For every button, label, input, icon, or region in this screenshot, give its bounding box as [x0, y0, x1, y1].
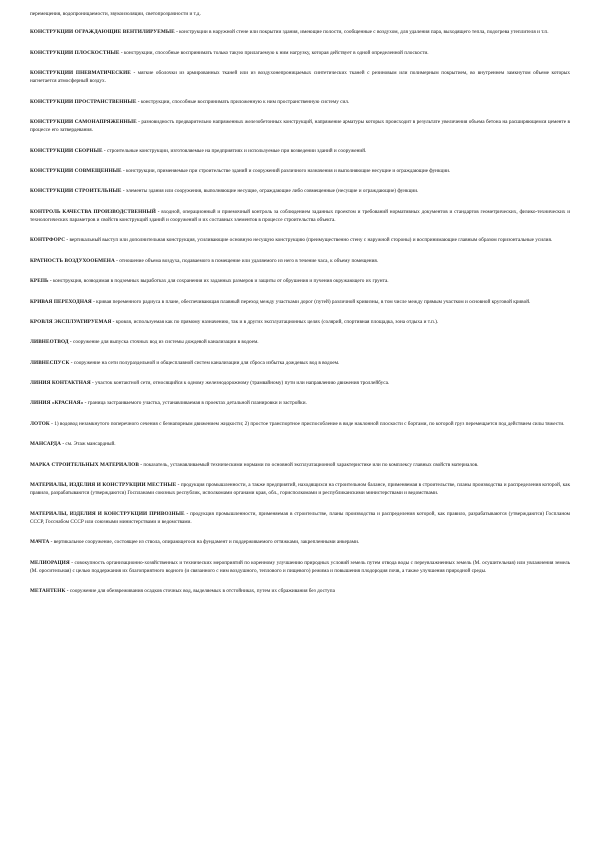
entry-term: МАНСАРДА [30, 441, 62, 448]
entry-dash: - [155, 208, 162, 215]
entry-dash: - [90, 380, 96, 387]
glossary-entry [30, 49, 570, 57]
entry-definition: граница застраиваемого участка, устанавливаемая в проектах детальной планировки и застройки. [87, 400, 307, 407]
glossary-entry [30, 257, 570, 265]
glossary-text [30, 10, 570, 608]
entry-term: КОНСТРУКЦИИ ПЛОСКОСТНЫЕ [30, 49, 120, 56]
glossary-entry [30, 318, 570, 326]
entry-definition: конструкции, способные воспринимать приложенную к ним пространственную систему сил. [140, 98, 350, 105]
entry-term: КОНТРФОРС [30, 237, 66, 244]
entry-term: КОНСТРУКЦИИ СТРОИТЕЛЬНЫЕ [30, 188, 122, 195]
entry-term: МАТЕРИАЛЫ, ИЗДЕЛИЯ И КОНСТРУКЦИИ МЕСТНЫЕ [30, 482, 177, 489]
entry-dash: - [174, 29, 180, 36]
glossary-entry [30, 187, 570, 195]
entry-dash: - [119, 49, 124, 56]
glossary-entry [30, 399, 570, 407]
entry-term: КОНСТРУКЦИИ ПНЕВМАТИЧЕСКИЕ [30, 69, 131, 76]
glossary-entry [30, 359, 570, 367]
entry-dash: - [91, 298, 97, 305]
entry-dash: - [65, 588, 70, 595]
glossary-entry [30, 98, 570, 106]
glossary-entry [30, 440, 570, 448]
entry-definition: отношение объема воздуха, подаваемого в помещение или удаляемого из него в течение часа, к объему помещения. [119, 257, 379, 264]
entry-term: ЛИВНЕОТВОД [30, 339, 69, 346]
entry-definition: кривая переменного радиуса в плане, обеспечивающая плавный переход между участками дорог (путей) различной кривизны, в том числе между прямым участком и основной круговой кривой. [96, 298, 531, 305]
glossary-entry [30, 208, 570, 224]
entry-definition: конструкции, способные воспринимать только такую прилагаемую к ним нагрузку, которая действует в одной определенной плоскости. [123, 49, 429, 56]
entry-definition: вертикальный выступ или дополнительная конструкция, усиливающие основную несущую конструкцию (преимущественно стену с наружной стороны) и воспринимающие главным образом горизонтальные усилия. [69, 237, 553, 244]
entry-definition: конструкции в наружной стене или покрытии здания, имеющие полости, сообщенные с воздухом, для удаления пара, выходящего тепла, подогрева утеплителя и т.п. [179, 29, 549, 36]
entry-term: ЛИНИЯ КОНТАКТНАЯ [30, 380, 91, 387]
entry-definition: перемещения, водопроницаемости, звукоизоляции, светопрозрачности и т.д. [30, 11, 201, 17]
glossary-entry [30, 559, 570, 575]
glossary-entry [30, 28, 570, 36]
entry-dash: - [65, 237, 70, 244]
entry-term: МАТЕРИАЛЫ, ИЗДЕЛИЯ И КОНСТРУКЦИИ ПРИВОЗНЫЕ [30, 510, 185, 517]
glossary-entry [30, 338, 570, 346]
entry-term: ЛИНИЯ «КРАСНАЯ» [30, 400, 84, 407]
entry-term: КРОВЛЯ ЭКСПЛУАТИРУЕМАЯ [30, 318, 112, 325]
entry-definition: сооружение на сети полураздельной и общесплавной систем канализации для сброса избытка дождевых вод в водоем. [73, 359, 340, 366]
entry-dash: - [69, 559, 75, 566]
entry-definition: входной, операционный и приемочный контроль за соблюдением заданных проектом и требований нормативных документов и стандартов геометрических, физико-технических и технологических параметров и свойств конструкций зданий и сооружений и их составных элементов в процессе строительства объекта. [30, 208, 571, 223]
glossary-entry [30, 69, 570, 85]
entry-dash: - [121, 188, 126, 195]
entry-term: МЕТАНТЕНК [30, 588, 66, 595]
entry-term: КОНСТРУКЦИИ САМОНАПРЯЖЕННЫЕ [30, 118, 137, 125]
entry-definition: элементы здания или сооружения, выполняющие несущие, ограждающие либо совмещенные (несущие и ограждающие) функции. [125, 188, 419, 195]
entry-dash: - [111, 318, 116, 325]
glossary-entry [30, 587, 570, 595]
entry-term: КРЕПЬ [30, 278, 49, 285]
entry-term: ЛИВНЕСПУСК [30, 359, 70, 366]
entry-term: КРАТНОСТЬ ВОЗДУХООБМЕНА [30, 257, 115, 264]
entry-term: МЕЛИОРАЦИЯ [30, 559, 70, 566]
entry-definition: показатель, устанавливаемый техническими нормами по основной эксплуатационной характеристике или по комплексу главных свойств материалов. [143, 461, 479, 468]
entry-dash: - [176, 482, 181, 489]
entry-dash: - [136, 118, 142, 125]
entry-term: КОНСТРУКЦИИ СБОРНЫЕ [30, 147, 103, 154]
entry-dash: - [48, 278, 53, 285]
glossary-entry [30, 236, 570, 244]
entry-definition: совокупность организационно-хозяйственных и технических мероприятий по коренному улучшению природных условий земель путем отвода воды с переувлажненных земель (М. осушительная) или увлажнения земель (М. оросительная) с целью поддержания их благоприятного водного (и связанного с ним воздушного, теплового и пищевого) режима и повышения плодородия почв, а также улучшения природной среды. [30, 559, 570, 574]
entry-definition: сооружение для обезвреживания осадков сточных вод, выделяемых в отстойниках, путем их сбраживания без доступа [69, 588, 335, 595]
entry-term: КОНТРОЛЬ КАЧЕСТВА ПРОИЗВОДСТВЕННЫЙ [30, 208, 156, 215]
entry-term: КОНСТРУКЦИИ ОГРАЖДАЮЩИЕ ВЕНТИЛИРУЕМЫЕ [30, 29, 175, 36]
continued-paragraph [30, 10, 570, 18]
glossary-entry [30, 167, 570, 175]
entry-definition: разновидность предварительно напряженных железобетонных конструкций, напряжение арматуры которых происходит в результате увеличения объема бетона на расширяющемся цементе в процессе его затвердевания. [30, 118, 571, 134]
entry-dash: - [114, 257, 120, 264]
glossary-entry [30, 379, 570, 387]
entry-dash: - [136, 98, 141, 105]
entry-definition: 1) водовод незамкнутого поперечного сечения с безнапорным движением жидкости; 2) простое транспортное приспособление в виде наклонной плоскости с бортами, по которой груз перемещается под действием силы тяжести. [54, 420, 565, 427]
glossary-entry [30, 461, 570, 469]
entry-definition: продукция промышленности, применяемая в строительстве, планы производства и распределения которой, как правило, разрабатываются (утверждаются) Госпланом СССР, Госснабом СССР или союзными министерствами и ведомствами. [30, 510, 570, 525]
entry-term: КОНСТРУКЦИИ СОВМЕЩЕННЫЕ [30, 167, 122, 174]
entry-definition: вертикальное сооружение, состоящее из ствола, опирающегося на фундамент и поддерживаемого оттяжками, закрепленными анкерами. [53, 539, 360, 546]
glossary-entry [30, 510, 570, 526]
glossary-entry [30, 420, 570, 428]
entry-definition: см. Этаж мансардный. [65, 441, 116, 448]
entry-dash: - [61, 441, 66, 448]
entry-definition: кровля, используемая как по прямому назначению, так и в других эксплуатационных целях (солярий, спортивная площадка, зона отдыха и т.п.). [115, 318, 439, 325]
entry-dash: - [102, 147, 107, 154]
entry-definition: участок контактной сети, относящийся к одному железнодорожному (трамвайному) пути или направлению движения троллейбуса. [95, 380, 390, 387]
entry-definition: строительные конструкции, изготовляемые на предприятиях и используемые при возведении зданий и сооружений. [106, 147, 367, 154]
glossary-entry [30, 118, 570, 134]
entry-dash: - [49, 420, 55, 427]
glossary-entry [30, 481, 570, 497]
glossary-entry [30, 298, 570, 306]
entry-term: КРИВАЯ ПЕРЕХОДНАЯ [30, 298, 92, 305]
entry-definition: мягкие оболочки из армированных тканей или из воздухонепроницаемых синтетических тканей с резиновым или полимерным покрытием, во внутреннем замкнутом объеме которых нагнетается атмосферный воздух. [30, 69, 571, 85]
entry-term: КОНСТРУКЦИИ ПРОСТРАНСТВЕННЫЕ [30, 98, 137, 105]
entry-dash: - [130, 69, 138, 76]
entry-term: МАРКА СТРОИТЕЛЬНЫХ МАТЕРИАЛОВ [30, 461, 139, 468]
glossary-entry [30, 147, 570, 155]
entry-dash: - [138, 461, 144, 468]
entry-dash: - [49, 539, 54, 546]
entry-term: ЛОТОК [30, 420, 50, 427]
entry-definition: конструкции, применяемые при строительстве зданий и сооружений различного назначения и выполняющие несущие и ограждающие функции. [126, 167, 451, 174]
glossary-entry [30, 277, 570, 285]
entry-dash: - [184, 510, 191, 517]
entry-definition: конструкция, возводимая в подземных выработках для сохранения их заданных размеров и защиты от обрушения и пучения окружающего их грунта. [52, 278, 389, 285]
entry-dash: - [83, 400, 88, 407]
entry-dash: - [121, 167, 127, 174]
entry-dash: - [69, 359, 74, 366]
entry-term: МАЧТА [30, 539, 50, 546]
entry-definition: сооружение для выпуска сточных вод из системы дождевой канализации в водоем. [72, 339, 259, 346]
entry-definition: продукция промышленности, а также предприятий, находящихся на строительном балансе, применяемая в строительстве, планы производства и распределения которой, как правило, разрабатываются (утверждаются) Госпланами союзных республик, исполкомами органами края, обл., горисполкомами и республиканскими министерствами и ведомствами. [30, 482, 571, 497]
entry-dash: - [68, 339, 73, 346]
glossary-entry [30, 538, 570, 546]
